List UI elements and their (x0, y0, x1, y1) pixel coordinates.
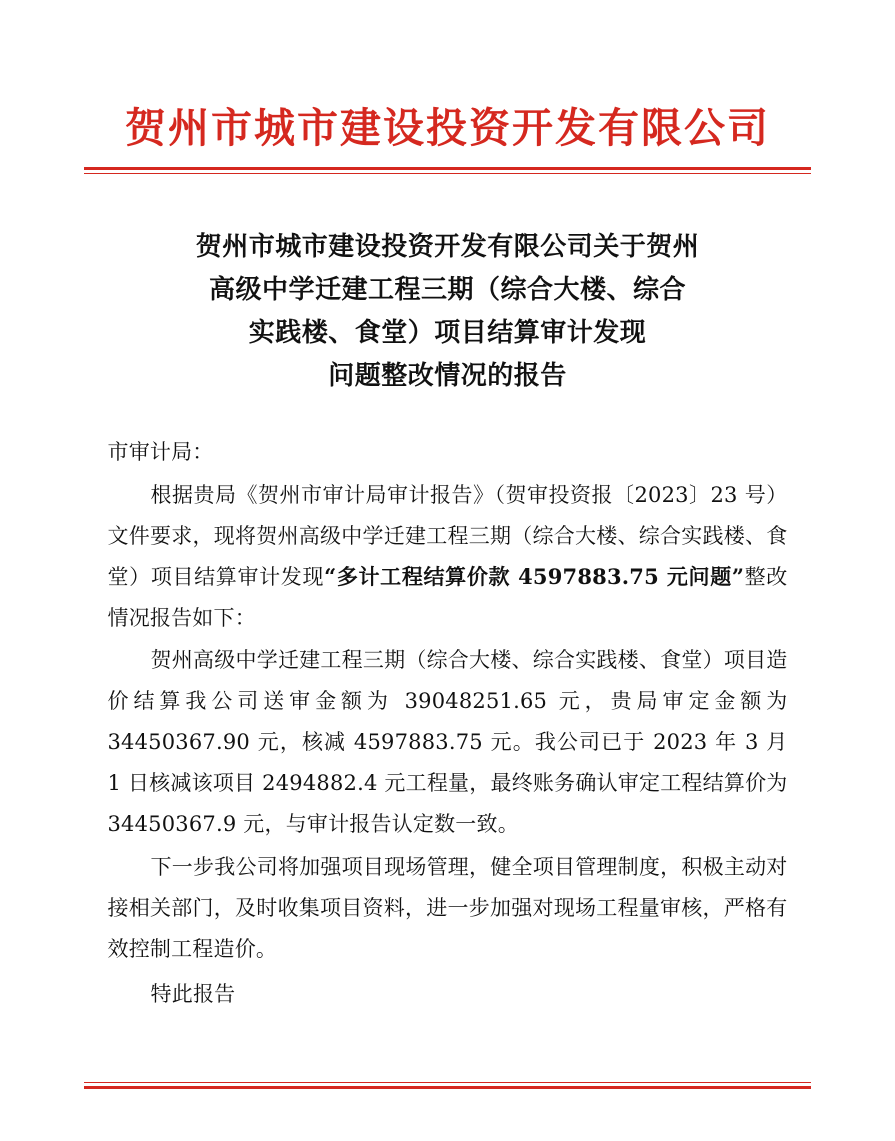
letterhead-divider (84, 167, 811, 174)
footer-divider (84, 1082, 811, 1089)
paragraph-3: 下一步我公司将加强项目现场管理，健全项目管理制度，积极主动对接相关部门，及时收集项目资料，进一步加强对现场工程量审核，严格有效控制工程造价。 (107, 855, 788, 961)
document-title-line-4: 问题整改情况的报告 (328, 360, 567, 391)
document-title-line-3: 实践楼、食堂）项目结算审计发现 (248, 317, 647, 348)
divider-thick-line (84, 167, 811, 170)
document-title (118, 226, 778, 398)
footer-divider-thick-line (84, 1086, 811, 1089)
divider-thin-line (84, 173, 811, 174)
paragraph-1 (108, 475, 788, 639)
salutation: 市审计局： (107, 439, 214, 464)
organization-title: 贺州市城市建设投资开发有限公司 (125, 104, 770, 152)
footer-divider-thin-line (84, 1082, 811, 1083)
paragraph-1-text-before-emphasis: 根据贵局《贺州市审计局审计报告》（贺审投资报〔2023〕23 号）文件要求，现将贺州高级中学迁建工程三期（综合大楼、综合实践楼、食堂）项目结算审计发现 (107, 482, 788, 589)
paragraph-1-emphasis: “多计工程结算价款 4597883.75 元问题” (324, 563, 745, 589)
document-body (108, 432, 788, 1015)
document-title-line-2: 高级中学迁建工程三期（综合大楼、综合 (208, 275, 686, 306)
closing-statement: 特此报告 (150, 981, 236, 1006)
paragraph-2: 贺州高级中学迁建工程三期（综合大楼、综合实践楼、食堂）项目造价结算我公司送审金额为 39048251.65 元，贵局审定金额为 34450367.90 元，核减 4597883.75 元。我公司已于 2023 年 3 月 1 日核减该项目 2494882.4 元工程量，最终账务确认审定工程结算价为 34450367.9 元，与审计报告认定数一致。 (107, 648, 788, 837)
letterhead (0, 0, 895, 174)
document-title-line-1: 贺州市城市建设投资开发有限公司关于贺州 (195, 232, 700, 263)
paragraph-1-text-after-emphasis: 整改情况报告如下： (107, 564, 788, 630)
